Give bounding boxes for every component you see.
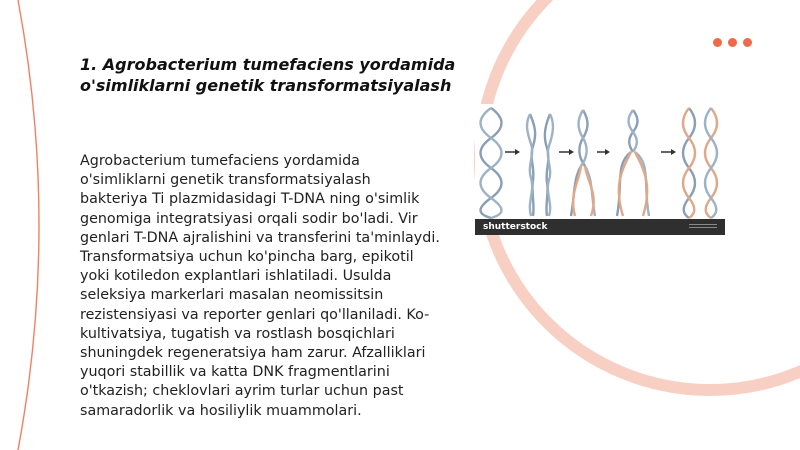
- left-border-arc: [18, 0, 39, 450]
- slide-body-text: Agrobacterium tumefaciens yordamida o'simliklarni genetik transformatsiyalash bakteriya Ti plazmidasidagi T-DNA ning o'simlik genomiga integratsiyasi orqali sodir bo'ladi. Vir genlari T-DNA ajralishini va transferini ta'minlaydi. Transformatsiya uchun ko'pincha barg, epikotil yoki kotiledon explantlari ishlatiladi. Usulda seleksiya markerlari masalan neomissitsin rezistensiyasi va reporter genlari qo'llaniladi. Ko-kultivatsiya, tugatish va rostlash bosqichlari shuningdek regeneratsiya ham zarur. Afzalliklari yuqori stabillik va katta DNK fragmentlarini o'tkazish; cheklovlari ayrim turlar uchun past samaradorlik va hosiliylik muammolari.: [80, 153, 440, 419]
- daughter-helix-left: [683, 108, 695, 218]
- helix-unwinding: [527, 114, 553, 216]
- menu-dots-icon: [713, 38, 752, 47]
- dot: [713, 38, 722, 47]
- helix-fork: [571, 110, 595, 216]
- daughter-helix-right: [705, 108, 717, 218]
- dna-replication-illustration: [475, 104, 725, 219]
- watermark-logo: shutterstock: [483, 222, 548, 232]
- watermark-bar: [475, 219, 725, 235]
- dot: [728, 38, 737, 47]
- helix-intact: [481, 108, 502, 218]
- arrow-icon: [559, 149, 574, 155]
- watermark-lines: [689, 224, 717, 230]
- arrow-icon: [505, 149, 520, 155]
- arrow-icon: [597, 149, 610, 155]
- helix-replicating: [617, 110, 649, 216]
- arrow-icon: [661, 149, 676, 155]
- dot: [743, 38, 752, 47]
- slide-title: 1. Agrobacterium tumefaciens yordamida o'simliklarni genetik transformatsiyalash: [80, 55, 456, 95]
- dna-replication-figure: [475, 104, 725, 235]
